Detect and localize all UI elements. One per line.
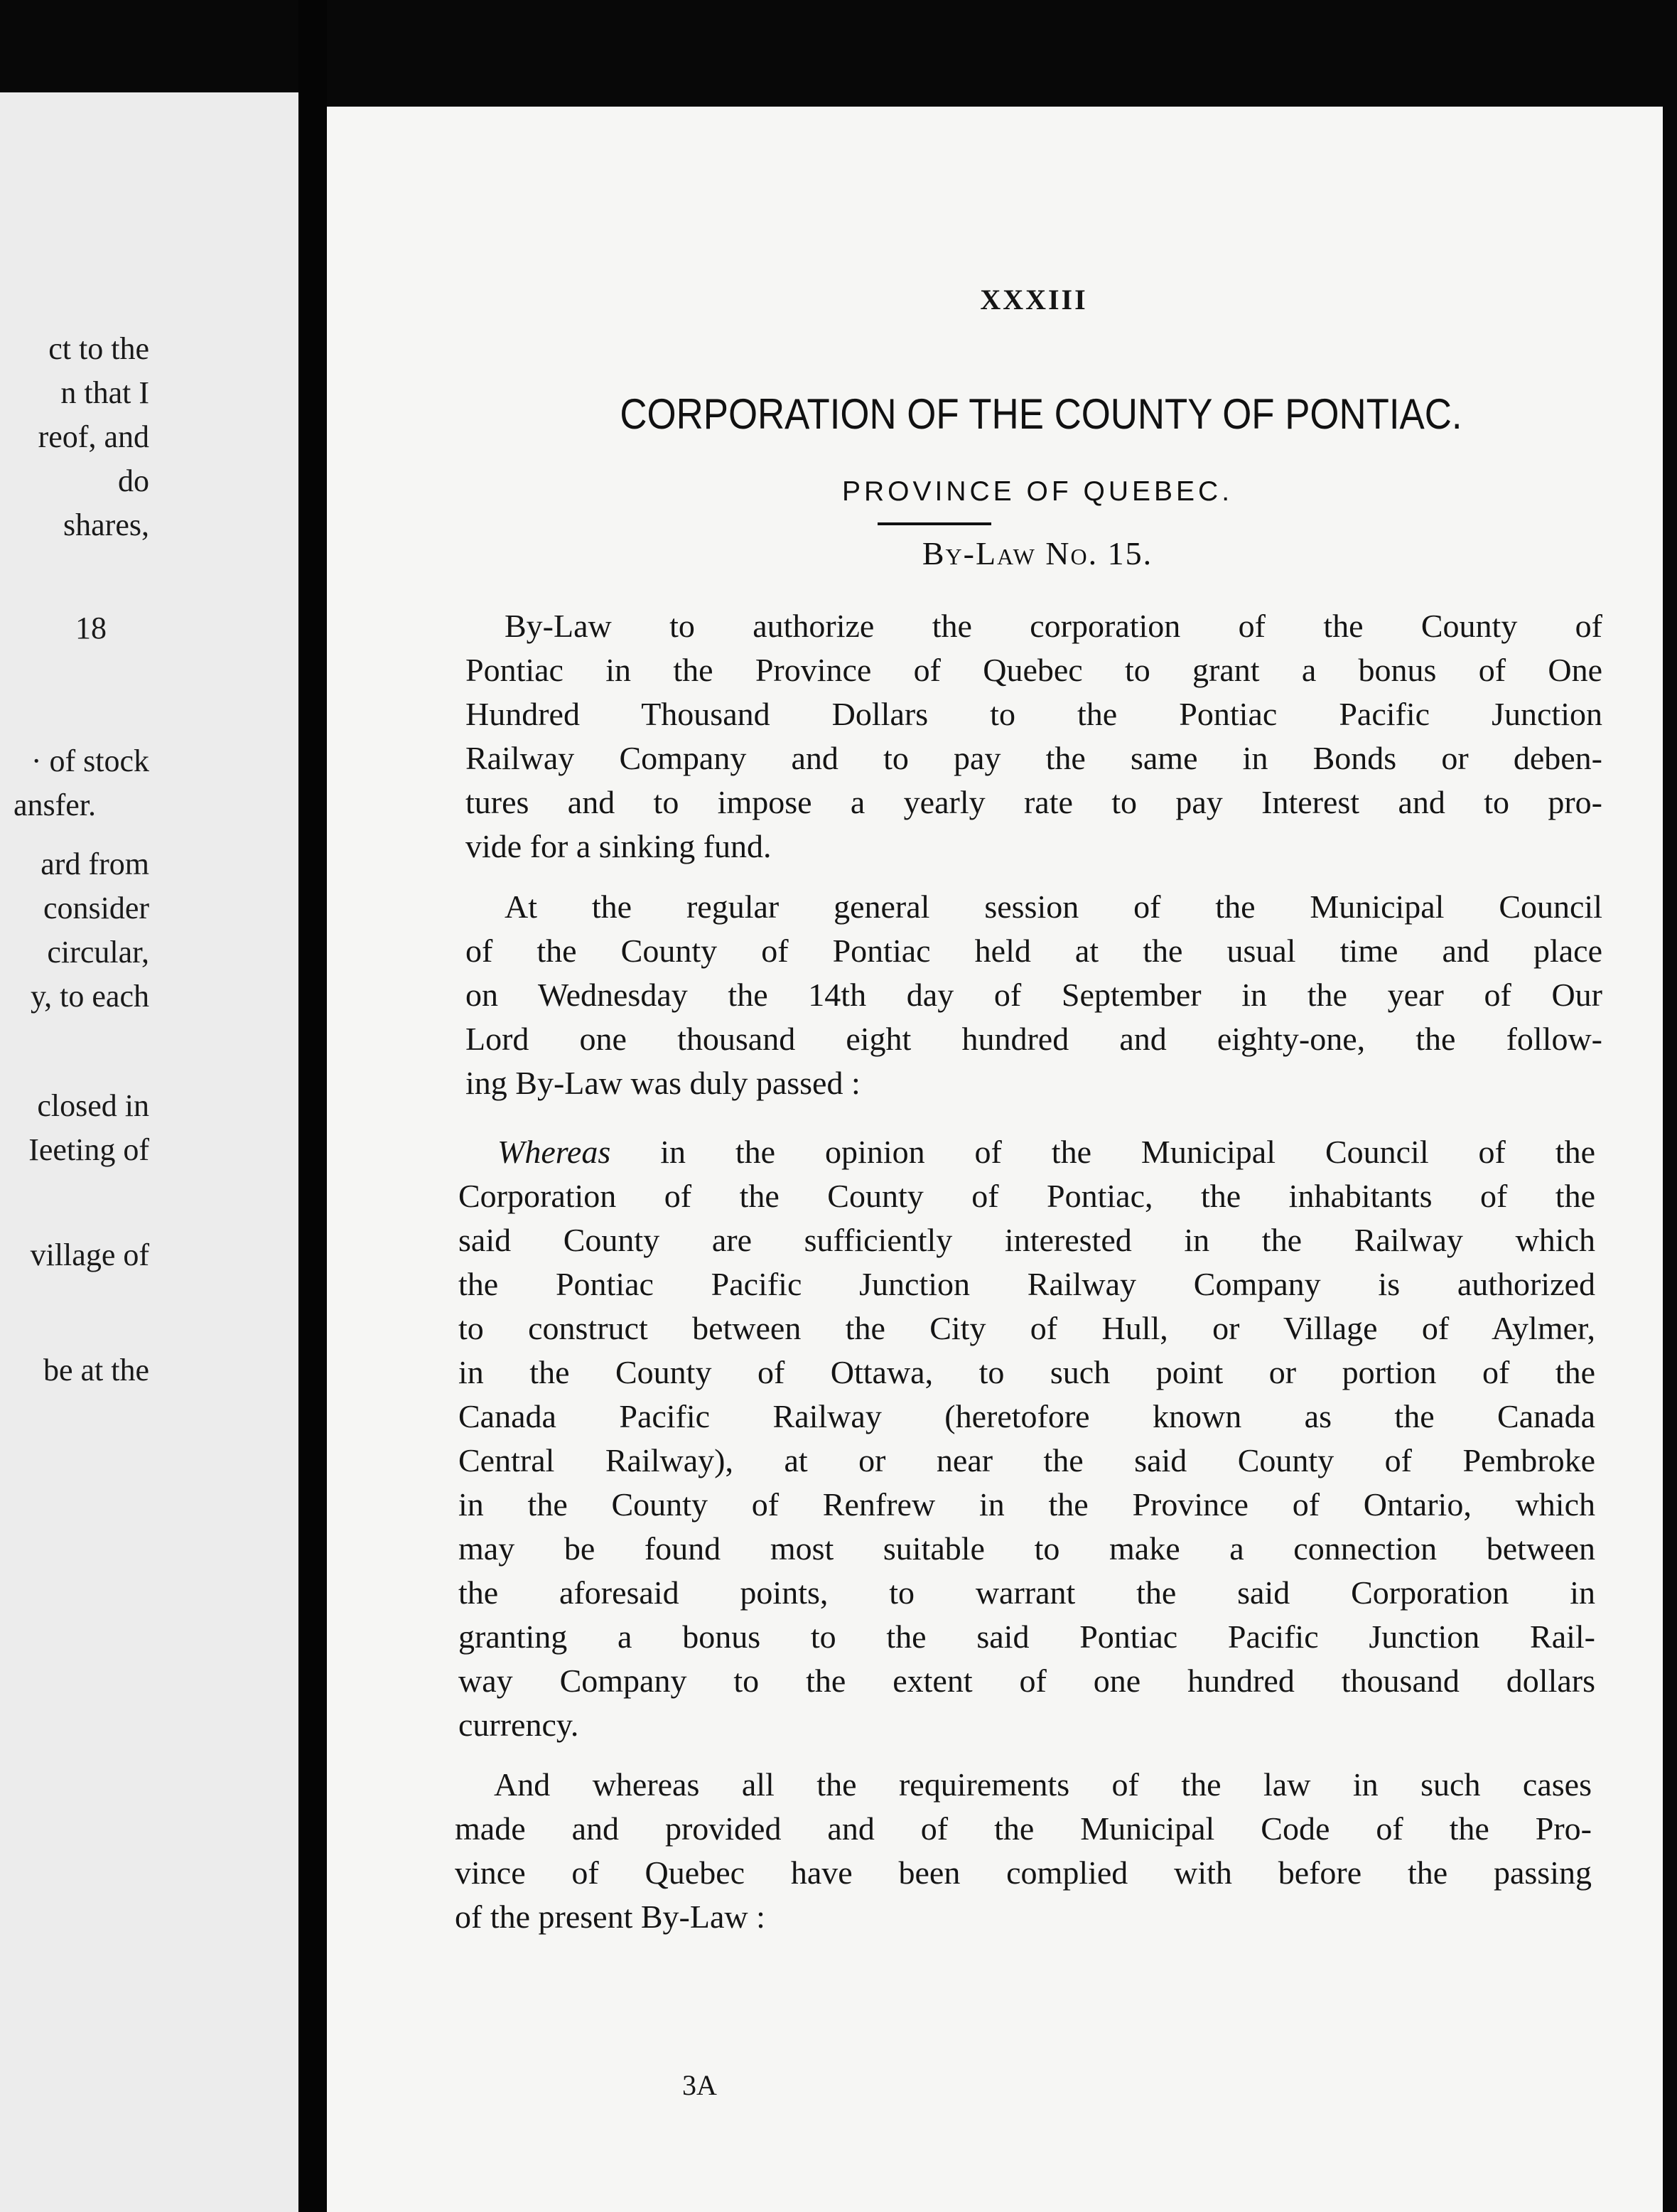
bylaw-heading: By-Law No. 15.: [922, 535, 1153, 571]
text-line: currency.: [458, 1707, 579, 1743]
text-line: tures and to impose a yearly rate to pay Interest and to pro-: [465, 784, 1602, 820]
text-line: vince of Quebec have been complied with before the passing: [455, 1854, 1592, 1891]
left-line: closed in: [37, 1088, 149, 1123]
text-line: in the County of Renfrew in the Province of Ontario, which: [458, 1486, 1595, 1523]
left-line: ansfer.: [13, 788, 96, 822]
text-line: made and provided and of the Municipal Code of the Pro-: [455, 1810, 1592, 1847]
text-line: Pontiac in the Province of Quebec to grant a bonus of One: [465, 652, 1602, 688]
left-line: do: [118, 463, 149, 498]
paragraph-requirements: [455, 1763, 1592, 1939]
text-line: vide for a sinking fund.: [465, 828, 772, 864]
text-line: may be found most suitable to make a connection between: [458, 1530, 1595, 1567]
left-line: circular,: [47, 935, 149, 970]
text-line: way Company to the extent of one hundred thousand dollars: [458, 1663, 1595, 1699]
text-line: said County are sufficiently interested in the Railway which: [458, 1222, 1595, 1258]
right-page: [327, 107, 1663, 2212]
text-line: to construct between the City of Hull, or Village of Aylmer,: [458, 1310, 1595, 1346]
text-line: Corporation of the County of Pontiac, the inhabitants of the: [458, 1178, 1595, 1214]
text-line: in the County of Ottawa, to such point or portion of the: [458, 1354, 1595, 1390]
text-line: Canada Pacific Railway (heretofore known as the Canada: [458, 1398, 1595, 1434]
text-line: By-Law to authorize the corporation of the County of: [505, 608, 1602, 644]
document-subtitle: PROVINCE OF QUEBEC.: [841, 476, 1234, 507]
left-line: · of stock: [31, 743, 149, 778]
text-line: And whereas all the requirements of the law in such cases: [494, 1766, 1592, 1803]
text-line: of the County of Pontiac held at the usual time and place: [465, 933, 1602, 969]
page-number: XXXIII: [980, 284, 1088, 316]
left-line: n that I: [60, 375, 149, 410]
left-page-number: 18: [75, 611, 107, 645]
paragraph-session: [465, 885, 1602, 1105]
left-page-fragment: [0, 92, 298, 2212]
text-line: Central Railway), at or near the said County of Pembroke: [458, 1442, 1595, 1478]
text-line: granting a bonus to the said Pontiac Pacific Junction Rail-: [458, 1618, 1595, 1655]
document-title: CORPORATION OF THE COUNTY OF PONTIAC.: [620, 390, 1462, 438]
text-line: Lord one thousand eight hundred and eighty-one, the follow-: [465, 1021, 1602, 1057]
text-line: Hundred Thousand Dollars to the Pontiac Pacific Junction: [465, 696, 1602, 732]
left-line: shares,: [63, 508, 149, 542]
text-line: of the present By-Law :: [455, 1899, 765, 1935]
left-line: village of: [30, 1237, 149, 1272]
whereas-lead: Whereas: [497, 1134, 611, 1170]
text-line: Railway Company and to pay the same in Bonds or deben-: [465, 740, 1602, 776]
text-line: ing By-Law was duly passed :: [465, 1065, 861, 1101]
left-line: ard from: [41, 847, 149, 881]
left-line: Ieeting of: [28, 1132, 149, 1167]
signature-mark: 3A: [682, 2069, 717, 2101]
book-gutter: [298, 0, 327, 2212]
left-line: reof, and: [38, 419, 149, 454]
paragraph-whereas: [458, 1130, 1595, 1747]
left-line: ct to the: [48, 331, 149, 366]
heading-rule: [878, 522, 991, 525]
text-line: the aforesaid points, to warrant the said Corporation in: [458, 1574, 1595, 1611]
text-line: the Pontiac Pacific Junction Railway Company is authorized: [458, 1266, 1595, 1302]
text-line: At the regular general session of the Municipal Council: [505, 888, 1602, 925]
text-line: on Wednesday the 14th day of September in the year of Our: [465, 977, 1602, 1013]
left-line: be at the: [43, 1353, 149, 1387]
text-line: [458, 1130, 1595, 1174]
paragraph-preamble: [465, 604, 1602, 869]
left-line: consider: [43, 891, 149, 925]
text-fragment: in the opinion of the Municipal Council of the: [610, 1134, 1595, 1170]
left-line: y, to each: [31, 979, 149, 1014]
